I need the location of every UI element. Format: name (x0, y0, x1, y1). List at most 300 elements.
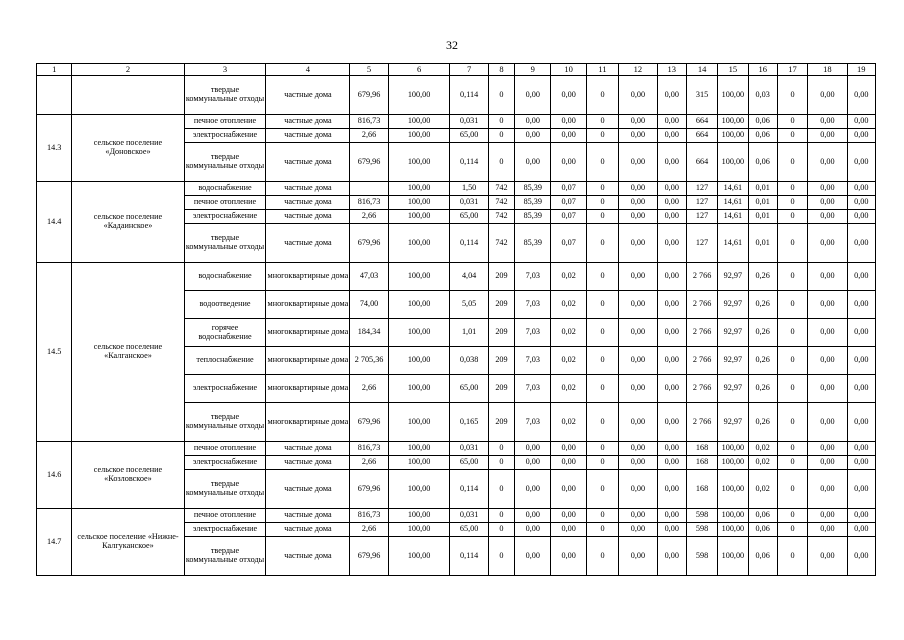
value-cell: 0,00 (657, 210, 686, 224)
value-cell: 127 (686, 210, 717, 224)
value-cell: 5,05 (450, 291, 488, 319)
value-cell: 0 (777, 319, 807, 347)
table-row (37, 115, 876, 129)
value-cell: 0,00 (657, 523, 686, 537)
value-cell: 0 (586, 129, 618, 143)
value-cell: 0,00 (657, 182, 686, 196)
service-cell: твердые коммунальные отходы (184, 537, 266, 576)
service-cell: электроснабжение (184, 129, 266, 143)
service-cell: электроснабжение (184, 523, 266, 537)
housing-type-cell: частные дома (266, 76, 350, 115)
value-cell: 0,00 (808, 403, 847, 442)
housing-type-cell: частные дома (266, 442, 350, 456)
value-cell: 100,00 (388, 210, 450, 224)
value-cell: 0 (777, 403, 807, 442)
value-cell: 2,66 (350, 129, 388, 143)
value-cell: 0,00 (657, 115, 686, 129)
value-cell: 7,03 (515, 291, 551, 319)
value-cell: 0,00 (551, 442, 586, 456)
value-cell: 100,00 (718, 509, 748, 523)
value-cell: 0 (777, 537, 807, 576)
value-cell: 209 (488, 375, 514, 403)
value-cell: 0,02 (748, 442, 777, 456)
value-cell: 0,00 (847, 537, 875, 576)
value-cell: 0,00 (847, 456, 875, 470)
value-cell: 0,00 (619, 442, 657, 456)
value-cell: 0 (777, 76, 807, 115)
value-cell: 0,00 (657, 537, 686, 576)
value-cell: 100,00 (388, 263, 450, 291)
value-cell: 0,00 (808, 210, 847, 224)
value-cell: 100,00 (388, 375, 450, 403)
value-cell: 14,61 (718, 182, 748, 196)
value-cell: 0,00 (657, 291, 686, 319)
value-cell: 0,00 (619, 537, 657, 576)
column-number: 15 (718, 64, 748, 76)
service-cell: горячее водоснабжение (184, 319, 266, 347)
column-number: 2 (72, 64, 184, 76)
value-cell: 2,66 (350, 456, 388, 470)
value-cell: 0,00 (619, 347, 657, 375)
service-cell: водоснабжение (184, 263, 266, 291)
value-cell: 0,00 (847, 224, 875, 263)
value-cell: 0,07 (551, 210, 586, 224)
table-row (37, 263, 876, 291)
service-cell: теплоснабжение (184, 347, 266, 375)
value-cell: 4,04 (450, 263, 488, 291)
value-cell: 816,73 (350, 196, 388, 210)
value-cell: 0 (777, 115, 807, 129)
value-cell: 0,07 (551, 224, 586, 263)
service-cell: водоотведение (184, 291, 266, 319)
housing-type-cell: частные дома (266, 182, 350, 196)
value-cell: 2 766 (686, 319, 717, 347)
table-row (37, 442, 876, 456)
value-cell: 0,00 (808, 456, 847, 470)
value-cell: 0,00 (619, 143, 657, 182)
value-cell: 0,02 (748, 470, 777, 509)
value-cell: 0,00 (551, 76, 586, 115)
value-cell: 0 (586, 76, 618, 115)
value-cell: 0 (777, 129, 807, 143)
settlement-cell: сельское поселение «Козловское» (72, 442, 184, 509)
value-cell: 209 (488, 319, 514, 347)
value-cell: 0 (586, 319, 618, 347)
housing-type-cell: частные дома (266, 509, 350, 523)
value-cell: 0,07 (551, 182, 586, 196)
value-cell: 0,00 (551, 129, 586, 143)
value-cell: 742 (488, 224, 514, 263)
value-cell: 2,66 (350, 523, 388, 537)
value-cell: 65,00 (450, 129, 488, 143)
value-cell: 0 (777, 224, 807, 263)
value-cell: 0 (488, 470, 514, 509)
value-cell: 100,00 (388, 470, 450, 509)
column-number: 18 (808, 64, 847, 76)
value-cell: 100,00 (718, 470, 748, 509)
value-cell: 1,50 (450, 182, 488, 196)
value-cell: 0,00 (847, 291, 875, 319)
service-cell: твердые коммунальные отходы (184, 470, 266, 509)
value-cell: 0,02 (551, 375, 586, 403)
value-cell: 0,00 (808, 182, 847, 196)
housing-type-cell: многоквартирные дома (266, 319, 350, 347)
value-cell: 0,06 (748, 129, 777, 143)
column-number-row (37, 64, 876, 76)
value-cell: 0,00 (657, 470, 686, 509)
value-cell: 0,06 (748, 115, 777, 129)
value-cell: 0,00 (657, 456, 686, 470)
value-cell: 0,031 (450, 196, 488, 210)
table-row (37, 509, 876, 523)
value-cell: 0,26 (748, 263, 777, 291)
value-cell: 0,00 (551, 523, 586, 537)
value-cell: 100,00 (388, 319, 450, 347)
value-cell: 0,00 (515, 143, 551, 182)
value-cell: 315 (686, 76, 717, 115)
value-cell: 0 (488, 76, 514, 115)
column-number: 7 (450, 64, 488, 76)
value-cell: 127 (686, 224, 717, 263)
value-cell: 85,39 (515, 224, 551, 263)
housing-type-cell: частные дома (266, 115, 350, 129)
housing-type-cell: многоквартирные дома (266, 263, 350, 291)
value-cell: 816,73 (350, 115, 388, 129)
value-cell: 816,73 (350, 442, 388, 456)
column-number: 19 (847, 64, 875, 76)
value-cell: 14,61 (718, 224, 748, 263)
value-cell: 0 (586, 143, 618, 182)
value-cell: 0,00 (657, 143, 686, 182)
value-cell: 0,00 (808, 442, 847, 456)
value-cell: 168 (686, 470, 717, 509)
value-cell: 0,00 (515, 115, 551, 129)
settlement-cell: сельское поселение «Нижне-Калгуканское» (72, 509, 184, 576)
value-cell: 100,00 (388, 456, 450, 470)
housing-type-cell: частные дома (266, 224, 350, 263)
value-cell: 0,06 (748, 523, 777, 537)
value-cell: 0,00 (657, 509, 686, 523)
value-cell: 168 (686, 456, 717, 470)
value-cell: 209 (488, 403, 514, 442)
value-cell: 92,97 (718, 263, 748, 291)
value-cell: 100,00 (388, 196, 450, 210)
value-cell: 0,00 (847, 115, 875, 129)
value-cell: 0,00 (619, 319, 657, 347)
value-cell: 0,00 (808, 291, 847, 319)
value-cell: 0,114 (450, 470, 488, 509)
value-cell: 0,00 (657, 224, 686, 263)
value-cell: 209 (488, 347, 514, 375)
value-cell: 0,00 (657, 263, 686, 291)
value-cell: 0,00 (551, 115, 586, 129)
value-cell: 0,00 (515, 537, 551, 576)
value-cell: 0 (488, 115, 514, 129)
value-cell: 2 766 (686, 403, 717, 442)
value-cell: 14,61 (718, 210, 748, 224)
value-cell: 65,00 (450, 375, 488, 403)
value-cell: 100,00 (388, 143, 450, 182)
value-cell: 0,00 (808, 347, 847, 375)
value-cell: 742 (488, 210, 514, 224)
value-cell: 14,61 (718, 196, 748, 210)
value-cell: 0 (777, 196, 807, 210)
value-cell: 0,02 (551, 263, 586, 291)
housing-type-cell: многоквартирные дома (266, 347, 350, 375)
value-cell: 127 (686, 182, 717, 196)
value-cell: 0,00 (619, 182, 657, 196)
value-cell: 0,00 (847, 509, 875, 523)
value-cell: 0,00 (619, 210, 657, 224)
value-cell: 0,00 (657, 196, 686, 210)
value-cell: 100,00 (388, 347, 450, 375)
value-cell: 0,06 (748, 509, 777, 523)
column-number: 1 (37, 64, 72, 76)
value-cell: 0,00 (847, 347, 875, 375)
value-cell: 0,114 (450, 143, 488, 182)
value-cell: 0,00 (808, 523, 847, 537)
value-cell: 209 (488, 291, 514, 319)
value-cell: 100,00 (388, 76, 450, 115)
value-cell: 0,00 (551, 470, 586, 509)
value-cell: 0,00 (515, 76, 551, 115)
value-cell: 679,96 (350, 76, 388, 115)
column-number: 5 (350, 64, 388, 76)
value-cell: 0,07 (551, 196, 586, 210)
value-cell: 100,00 (718, 143, 748, 182)
value-cell: 0,00 (808, 129, 847, 143)
value-cell: 0,00 (657, 129, 686, 143)
value-cell: 0,26 (748, 403, 777, 442)
value-cell: 0,00 (619, 523, 657, 537)
value-cell: 0,02 (551, 347, 586, 375)
value-cell: 0 (488, 509, 514, 523)
value-cell: 0,01 (748, 224, 777, 263)
value-cell: 0,031 (450, 509, 488, 523)
column-number: 12 (619, 64, 657, 76)
value-cell: 742 (488, 182, 514, 196)
value-cell: 0,03 (748, 76, 777, 115)
value-cell: 100,00 (388, 115, 450, 129)
value-cell: 0,00 (619, 224, 657, 263)
value-cell: 0,26 (748, 375, 777, 403)
settlement-cell: сельское поселение «Доновское» (72, 115, 184, 182)
service-cell: твердые коммунальные отходы (184, 224, 266, 263)
value-cell: 0,00 (657, 319, 686, 347)
value-cell: 65,00 (450, 523, 488, 537)
column-number: 8 (488, 64, 514, 76)
value-cell: 0 (586, 263, 618, 291)
code-cell: 14.4 (37, 182, 72, 263)
value-cell: 1,01 (450, 319, 488, 347)
value-cell: 679,96 (350, 403, 388, 442)
value-cell: 0,00 (808, 196, 847, 210)
value-cell: 0 (777, 182, 807, 196)
value-cell: 0,00 (847, 210, 875, 224)
code-cell: 14.6 (37, 442, 72, 509)
settlement-cell: сельское поселение «Калганское» (72, 263, 184, 442)
service-cell: печное отопление (184, 196, 266, 210)
value-cell: 0,00 (515, 129, 551, 143)
value-cell: 0,00 (847, 470, 875, 509)
value-cell: 0 (586, 470, 618, 509)
value-cell: 0,00 (619, 263, 657, 291)
value-cell: 0,114 (450, 76, 488, 115)
value-cell: 0 (586, 509, 618, 523)
value-cell: 0,00 (808, 143, 847, 182)
settlement-cell (72, 76, 184, 115)
page-number: 32 (446, 38, 458, 52)
column-number: 6 (388, 64, 450, 76)
value-cell: 0,00 (551, 509, 586, 523)
value-cell: 0 (488, 129, 514, 143)
value-cell: 2 766 (686, 375, 717, 403)
value-cell: 0 (586, 210, 618, 224)
value-cell (350, 182, 388, 196)
value-cell: 100,00 (388, 129, 450, 143)
value-cell: 100,00 (388, 182, 450, 196)
value-cell: 92,97 (718, 319, 748, 347)
value-cell: 0,114 (450, 224, 488, 263)
value-cell: 7,03 (515, 403, 551, 442)
value-cell: 816,73 (350, 509, 388, 523)
housing-type-cell: частные дома (266, 470, 350, 509)
value-cell: 0,02 (748, 456, 777, 470)
value-cell: 679,96 (350, 537, 388, 576)
value-cell: 0,00 (515, 509, 551, 523)
value-cell: 0,02 (551, 291, 586, 319)
value-cell: 0,00 (657, 442, 686, 456)
housing-type-cell: частные дома (266, 196, 350, 210)
value-cell: 92,97 (718, 375, 748, 403)
value-cell: 65,00 (450, 456, 488, 470)
value-cell: 664 (686, 129, 717, 143)
value-cell: 0,06 (748, 143, 777, 182)
value-cell: 65,00 (450, 210, 488, 224)
value-cell: 168 (686, 442, 717, 456)
value-cell: 100,00 (388, 509, 450, 523)
value-cell: 0 (586, 196, 618, 210)
value-cell: 7,03 (515, 375, 551, 403)
value-cell: 0,00 (515, 456, 551, 470)
table-row (37, 76, 876, 115)
value-cell: 0,00 (847, 403, 875, 442)
column-number: 16 (748, 64, 777, 76)
value-cell: 184,34 (350, 319, 388, 347)
value-cell: 679,96 (350, 224, 388, 263)
value-cell: 100,00 (718, 442, 748, 456)
value-cell: 0 (488, 537, 514, 576)
value-cell: 0,01 (748, 196, 777, 210)
value-cell: 0,00 (847, 182, 875, 196)
value-cell: 0,00 (847, 129, 875, 143)
value-cell: 0,00 (657, 347, 686, 375)
value-cell: 0,00 (808, 470, 847, 509)
code-cell: 14.5 (37, 263, 72, 442)
value-cell: 2 766 (686, 347, 717, 375)
value-cell: 0,00 (619, 470, 657, 509)
column-number: 4 (266, 64, 350, 76)
column-number: 14 (686, 64, 717, 76)
value-cell: 0,00 (808, 263, 847, 291)
value-cell: 679,96 (350, 470, 388, 509)
housing-type-cell: многоквартирные дома (266, 291, 350, 319)
value-cell: 100,00 (388, 291, 450, 319)
value-cell: 0,00 (808, 115, 847, 129)
service-cell: твердые коммунальные отходы (184, 76, 266, 115)
service-cell: печное отопление (184, 115, 266, 129)
value-cell: 0,165 (450, 403, 488, 442)
service-cell: водоснабжение (184, 182, 266, 196)
value-cell: 0,26 (748, 319, 777, 347)
value-cell: 0 (488, 143, 514, 182)
value-cell: 100,00 (388, 523, 450, 537)
value-cell: 679,96 (350, 143, 388, 182)
value-cell: 7,03 (515, 263, 551, 291)
table-row (37, 182, 876, 196)
value-cell: 0,06 (748, 537, 777, 576)
code-cell (37, 76, 72, 115)
value-cell: 0 (586, 115, 618, 129)
value-cell: 0 (586, 375, 618, 403)
value-cell: 0,00 (808, 319, 847, 347)
value-cell: 0,00 (847, 76, 875, 115)
column-number: 9 (515, 64, 551, 76)
value-cell: 0 (586, 523, 618, 537)
value-cell: 2,66 (350, 375, 388, 403)
value-cell: 0,00 (808, 509, 847, 523)
value-cell: 0 (586, 456, 618, 470)
value-cell: 0,00 (551, 143, 586, 182)
value-cell: 0,00 (515, 523, 551, 537)
value-cell: 92,97 (718, 403, 748, 442)
value-cell: 0,00 (808, 76, 847, 115)
value-cell: 0 (586, 347, 618, 375)
value-cell: 0 (777, 442, 807, 456)
value-cell: 92,97 (718, 291, 748, 319)
value-cell: 85,39 (515, 210, 551, 224)
value-cell: 0 (488, 456, 514, 470)
housing-type-cell: частные дома (266, 523, 350, 537)
service-cell: печное отопление (184, 442, 266, 456)
housing-type-cell: частные дома (266, 210, 350, 224)
housing-type-cell: частные дома (266, 143, 350, 182)
service-cell: электроснабжение (184, 456, 266, 470)
value-cell: 0,00 (657, 76, 686, 115)
column-number: 3 (184, 64, 266, 76)
value-cell: 0,00 (619, 403, 657, 442)
housing-type-cell: многоквартирные дома (266, 375, 350, 403)
value-cell: 2,66 (350, 210, 388, 224)
value-cell: 0 (586, 291, 618, 319)
value-cell: 0 (777, 470, 807, 509)
value-cell: 0,00 (619, 196, 657, 210)
value-cell: 100,00 (718, 129, 748, 143)
value-cell: 100,00 (718, 76, 748, 115)
value-cell: 598 (686, 509, 717, 523)
value-cell: 85,39 (515, 196, 551, 210)
value-cell: 0,00 (847, 196, 875, 210)
value-cell: 0 (777, 347, 807, 375)
value-cell: 0,00 (619, 291, 657, 319)
settlement-cell: сельское поселение «Кадаинское» (72, 182, 184, 263)
value-cell: 0,01 (748, 182, 777, 196)
housing-type-cell: многоквартирные дома (266, 403, 350, 442)
service-cell: печное отопление (184, 509, 266, 523)
value-cell: 100,00 (718, 523, 748, 537)
value-cell: 0,02 (551, 319, 586, 347)
value-cell: 0,038 (450, 347, 488, 375)
